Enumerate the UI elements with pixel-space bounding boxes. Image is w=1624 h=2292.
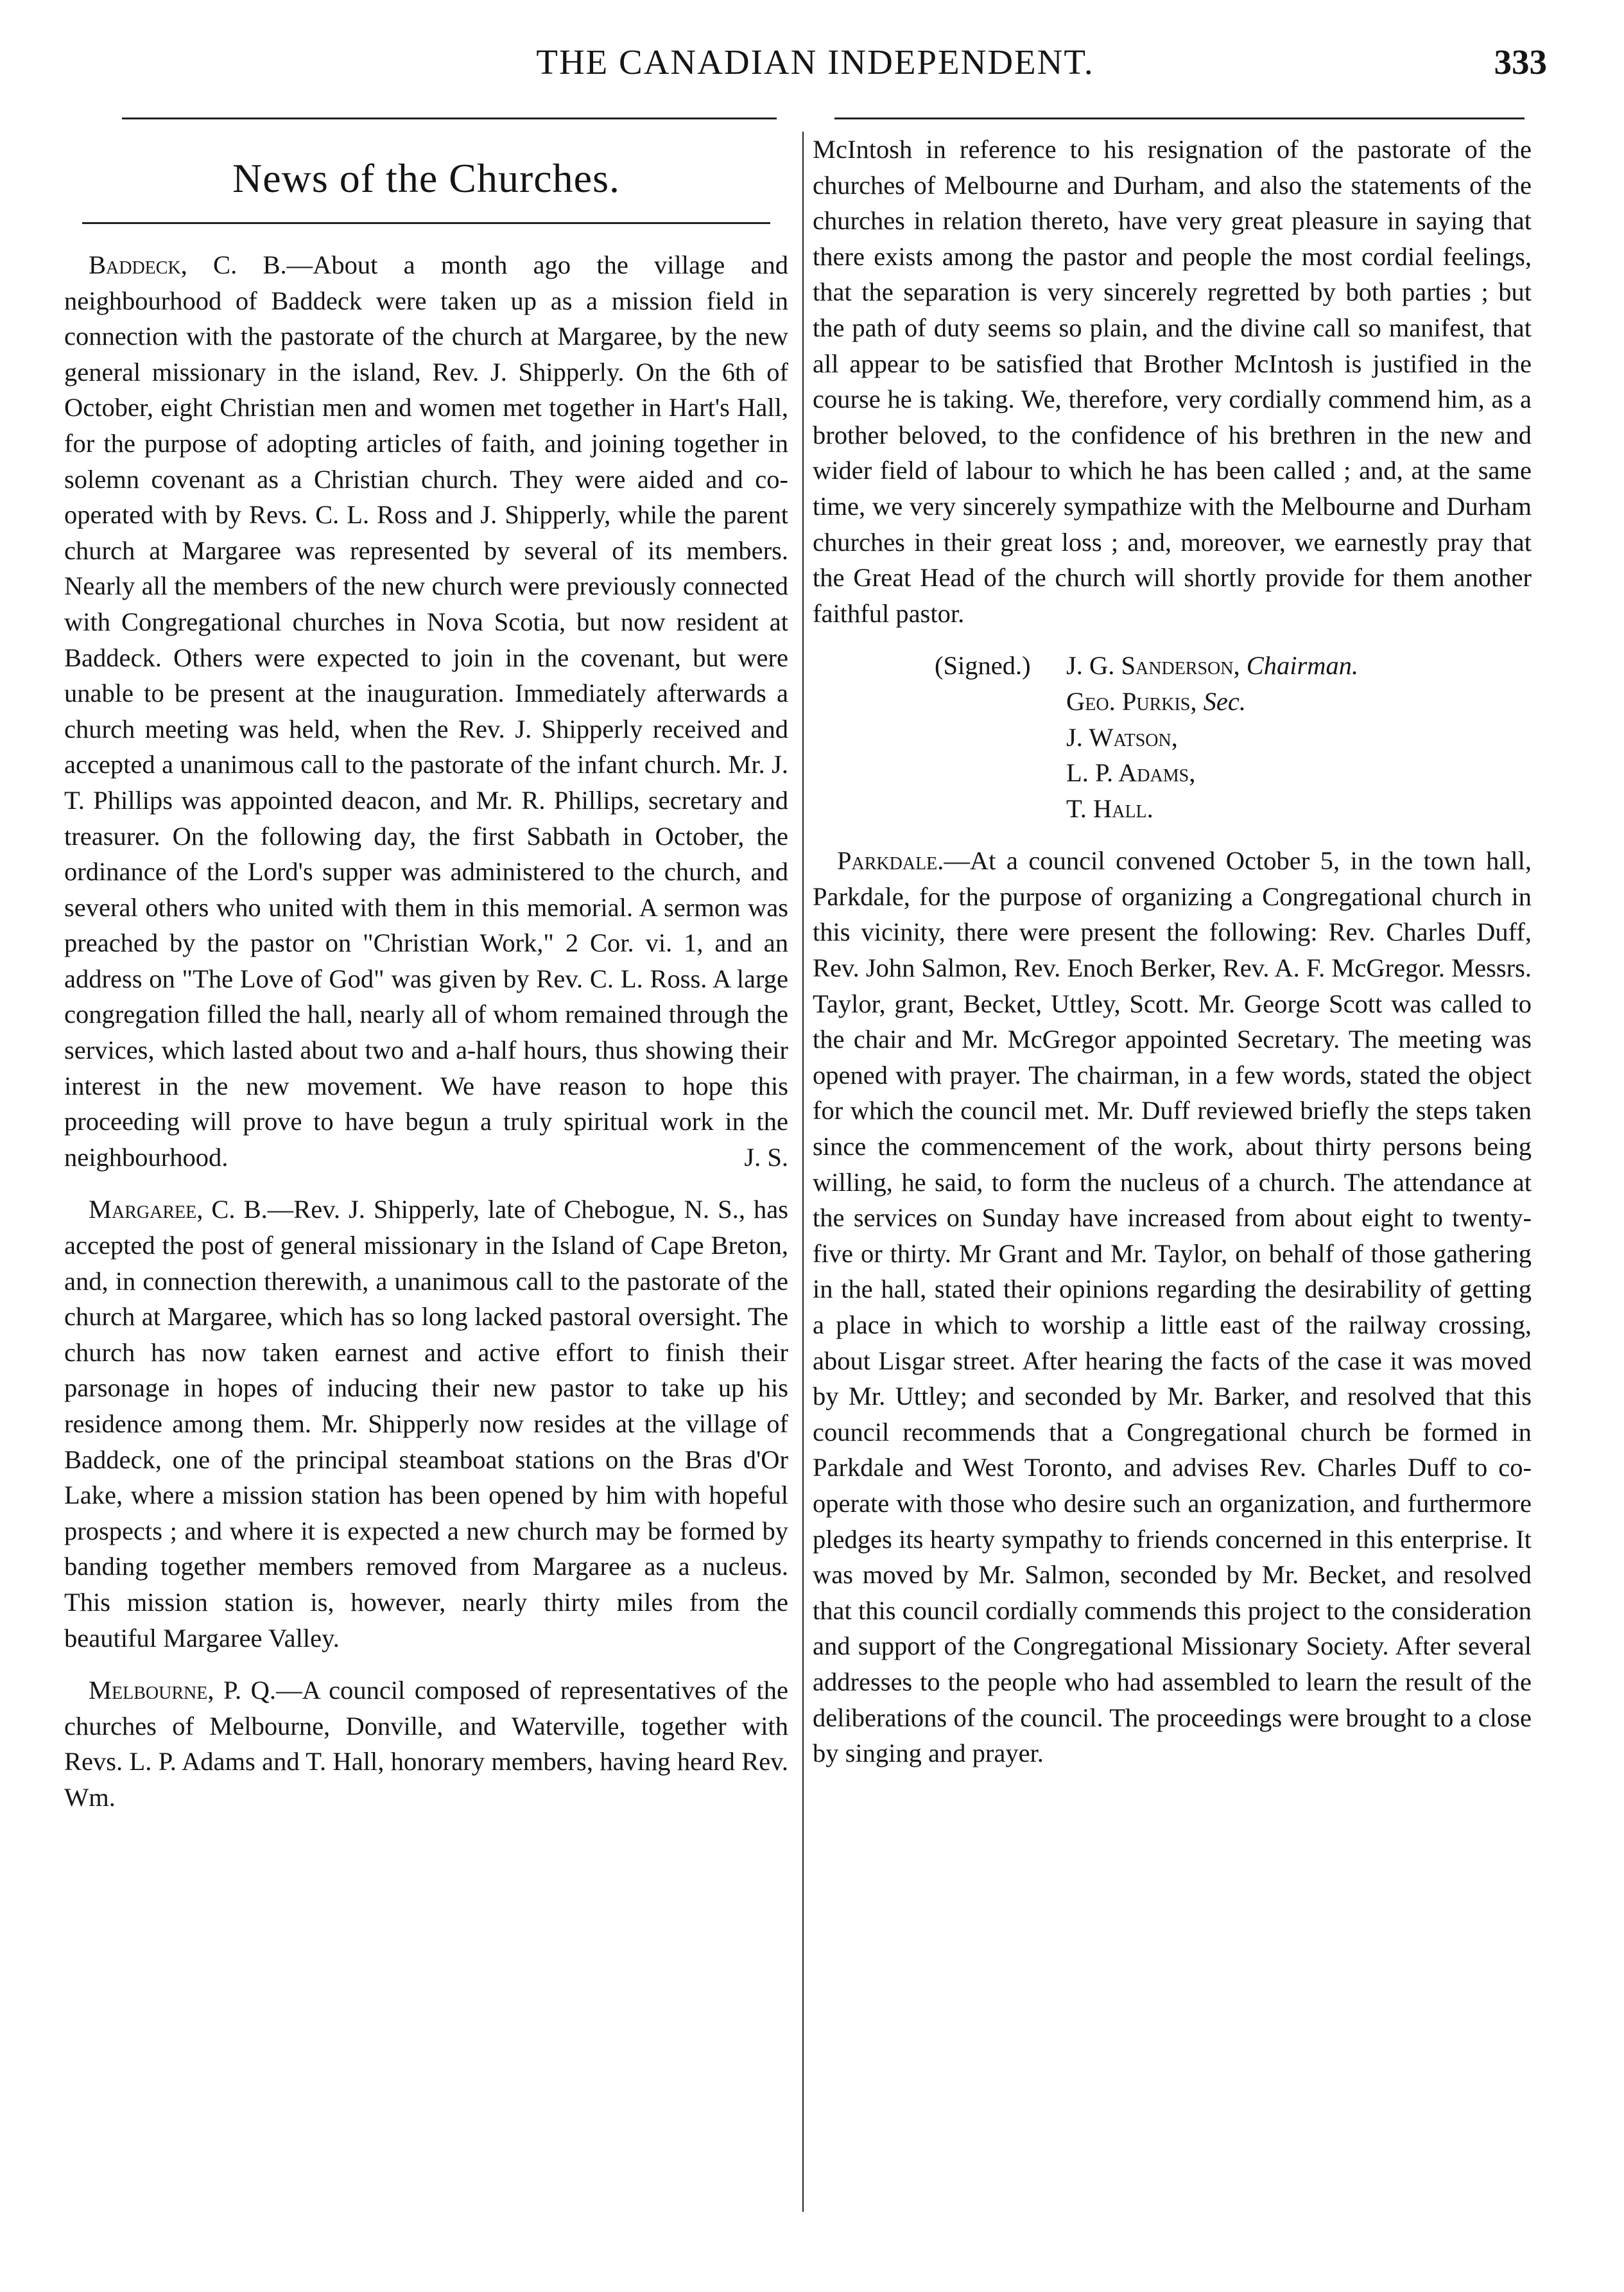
- article-margaree: [64, 1192, 788, 1656]
- signatory-list: [967, 648, 1532, 826]
- article-lead: Baddeck, C. B.: [89, 250, 287, 279]
- running-title: THE CANADIAN INDEPENDENT.: [536, 42, 1094, 82]
- signed-label: (Signed.): [935, 651, 1031, 681]
- left-column: [64, 128, 788, 1832]
- article-lead: Parkdale.: [837, 846, 944, 876]
- article-lead: Melbourne, P. Q.: [89, 1676, 277, 1705]
- signatory: T. Hall.: [1066, 794, 1153, 823]
- header-rule-left: [122, 117, 777, 119]
- article-initials: J. S.: [744, 1142, 788, 1172]
- signatory: L. P. Adams,: [1066, 758, 1196, 788]
- right-column: [813, 132, 1532, 1788]
- article-parkdale: [813, 843, 1532, 1771]
- page-header: [0, 0, 1624, 128]
- title-rule: [82, 222, 770, 224]
- signatory: J. G. Sanderson, Chairman.: [1066, 651, 1359, 681]
- signatory: Geo. Purkis, Sec.: [1066, 686, 1246, 716]
- signatory: J. Watson,: [1066, 722, 1178, 752]
- page-number: 333: [1494, 42, 1547, 82]
- article-lead: Margaree, C. B.: [89, 1195, 268, 1224]
- article-baddeck: [64, 247, 788, 1175]
- header-rule-right: [834, 117, 1525, 119]
- article-body: —About a month ago the village and neighbourhood of Baddeck were taken up as a mission field in connection with the pastorate of the church at Margaree, by the new general missionary in the island, Rev. J. Shipperly. On the 6th of October, eight Christian men and women met together in Hart's Hall, for the purpose of adopting articles of faith, and joining together in solemn covenant as a Christian church. They were aided and co-operated with by Revs. C. L. Ross and J. Shipperly, while the parent church at Margaree was represented by several of its members. Nearly all the members of the new church were previously connected with Congregational churches in Nova Scotia, but now resident at Baddeck. Others were expected to join in the covenant, but were unable to be present at the inauguration. Immediately afterwards a church meeting was held, when the Rev. J. Shipperly received and accepted a unanimous call to the pastorate of the infant church. Mr. J. T. Phillips was appointed deacon, and Mr. R. Phillips, secretary and treasurer. On the following day, the first Sabbath in October, the ordinance of the Lord's supper was administered to the church, and several others who united with them in this memorial. A sermon was preached by the pastor on "Christian Work," 2 Cor. vi. 1, and an address on "The Love of God" was given by Rev. C. L. Ross. A large congregation filled the hall, nearly all of whom remained through the services, which lasted about two and a-half hours, thus showing their interest in the new movement. We have reason to hope this proceeding will prove to have begun a truly spiritual work in the neighbourhood.: [64, 250, 788, 1172]
- section-title: News of the Churches.: [232, 155, 620, 201]
- article-melbourne: [64, 1672, 788, 1815]
- article-body: —Rev. J. Shipperly, late of Chebogue, N. S., has accepted the post of general missionary in the Island of Cape Breton, and, in connection therewith, a unanimous call to the pastorate of the church at Margaree, which has so long lacked pastoral oversight. The church has now taken earnest and active effort to finish their parsonage in hopes of inducing their new pastor to take up his residence among them. Mr. Shipperly now resides at the village of Baddeck, one of the principal steamboat stations on the Bras d'Or Lake, where a mission station has been opened by him with hopeful prospects ; and where it is expected a new church may be formed by banding together members removed from Margaree as a nucleus. This mission station is, however, nearly thirty miles from the beautiful Margaree Valley.: [64, 1195, 788, 1653]
- signature-block: [813, 648, 1532, 826]
- column-divider: [802, 132, 804, 2212]
- article-body: —At a council convened October 5, in the town hall, Parkdale, for the purpose of organizing a Congregational church in this vicinity, there were present the following: Rev. Charles Duff, Rev. John Salmon, Rev. Enoch Berker, Rev. A. F. McGregor. Messrs. Taylor, grant, Becket, Uttley, Scott. Mr. George Scott was called to the chair and Mr. McGregor appointed Secretary. The meeting was opened with prayer. The chairman, in a few words, stated the object for which the council met. Mr. Duff reviewed briefly the steps taken since the commencement of the work, about thirty persons being willing, he said, to form the nucleus of a church. The attendance at the services on Sunday have increased from about eight to twenty-five or thirty. Mr Grant and Mr. Taylor, on behalf of those gathering in the hall, stated their opinions regarding the desirability of getting a place in which to worship a little east of the railway crossing, about Lisgar street. After hearing the facts of the case it was moved by Mr. Uttley; and seconded by Mr. Barker, and resolved that this council recommends that a Congregational church be formed in Parkdale and West Toronto, and advises Rev. Charles Duff to co-operate with those who desire such an organization, and furthermore pledges its hearty sympathy to friends concerned in this enterprise. It was moved by Mr. Salmon, seconded by Mr. Becket, and resolved that this council cordially commends this project to the consideration and support of the Congregational Missionary Society. After several addresses to the people who had assembled to learn the result of the deliberations of the council. The proceedings were brought to a close by singing and prayer.: [813, 846, 1532, 1768]
- article-melbourne-continued: McIntosh in reference to his resignation of the pastorate of the churches of Melbourne and Durham, and also the statements of the churches in relation thereto, have very great pleasure in saying that there exists among the pastor and people the most cordial feelings, that the separation is very sincerely regretted by both parties ; but the path of duty seems so plain, and the divine call so manifest, that all appear to be satisfied that Brother McIntosh is justified in the course he is taking. We, therefore, very cordially commend him, as a brother beloved, to the confidence of his brethren in the new and wider field of labour to which he has been called ; and, at the same time, we very sincerely sympathize with the Melbourne and Durham churches in their great loss ; and, moreover, we earnestly pray that the Great Head of the church will shortly provide for them another faithful pastor.: [813, 135, 1532, 628]
- article-body: —A council composed of representatives of the churches of Melbourne, Donville, and Waterville, together with Revs. L. P. Adams and T. Hall, honorary members, having heard Rev. Wm.: [64, 1676, 788, 1812]
